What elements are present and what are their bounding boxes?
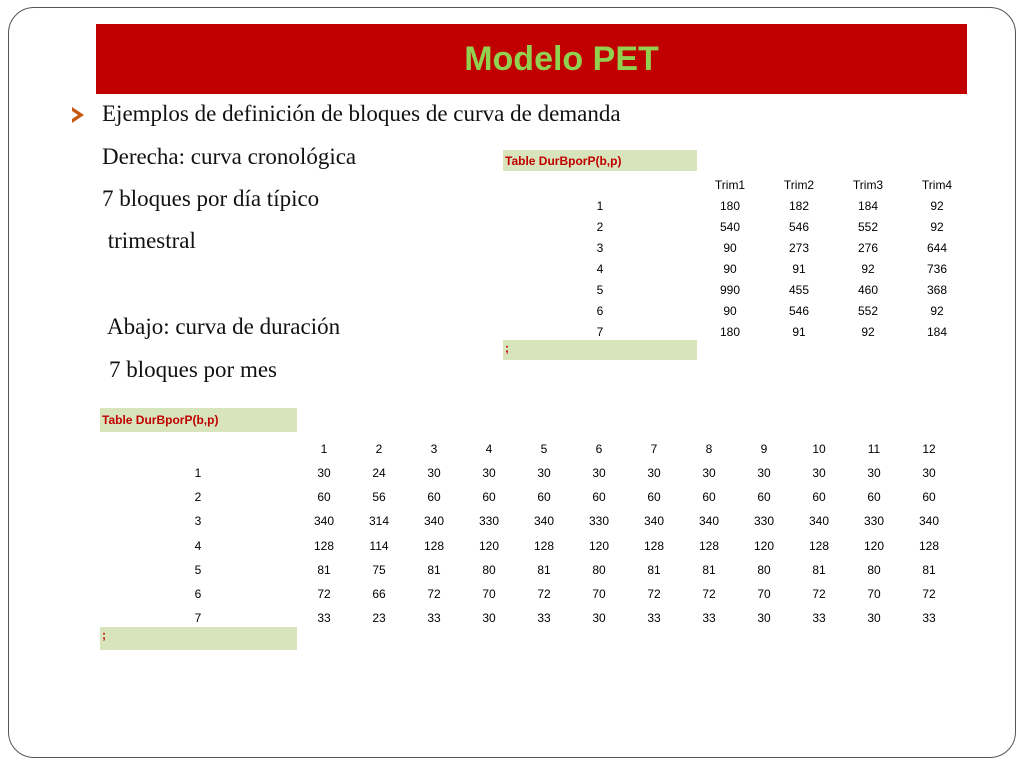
row-label: 1: [194, 466, 202, 480]
table-cell: 66: [372, 587, 386, 601]
row-label: 5: [194, 562, 202, 577]
table-bottom-title: Table DurBporP(b,p): [100, 408, 297, 432]
table-cell: 180: [719, 325, 741, 339]
table-cell: 314: [368, 514, 390, 529]
table-cell: 30: [647, 466, 661, 480]
table-cell: 552: [857, 304, 879, 318]
table-cell: 92: [930, 199, 944, 213]
table-cell: 120: [588, 538, 610, 553]
table-cell: 33: [427, 611, 441, 626]
table-cell: 30: [922, 466, 936, 480]
table-cell: 33: [317, 611, 331, 626]
table-cell: 90: [723, 304, 737, 318]
table-cell: 30: [812, 466, 826, 480]
row-label: 4: [194, 538, 202, 553]
table-cell: 24: [372, 466, 386, 480]
bullet-heading: Ejemplos de definición de bloques de curva de demanda: [102, 101, 621, 126]
text-below-line2: 7 bloques por mes: [109, 357, 278, 382]
table-cell: 330: [478, 514, 500, 529]
table-cell: 990: [719, 283, 741, 297]
table-cell: 91: [792, 262, 806, 276]
table-cell: 33: [537, 611, 551, 626]
table-cell: 128: [643, 538, 665, 553]
table-cell: 340: [918, 514, 940, 529]
column-header: Trim2: [783, 178, 815, 192]
row-label: 2: [194, 490, 202, 505]
table-bottom-end: ;: [100, 627, 297, 650]
table-cell: 81: [427, 562, 441, 577]
table-cell: 330: [588, 514, 610, 529]
row-label: 7: [596, 325, 604, 339]
table-cell: 33: [647, 611, 661, 626]
table-top-title: Table DurBporP(b,p): [503, 150, 697, 171]
table-cell: 273: [788, 241, 810, 255]
column-header: 10: [812, 442, 826, 456]
table-cell: 330: [753, 514, 775, 529]
table-cell: 60: [812, 490, 826, 505]
table-cell: 546: [788, 304, 810, 318]
table-cell: 180: [719, 199, 741, 213]
table-cell: 455: [788, 283, 810, 297]
column-header: 7: [650, 442, 658, 456]
table-cell: 70: [482, 587, 496, 601]
column-header: 8: [705, 442, 713, 456]
table-cell: 340: [313, 514, 335, 529]
title-bar: [96, 24, 967, 94]
table-cell: 92: [861, 262, 875, 276]
table-cell: 540: [719, 220, 741, 234]
table-cell: 90: [723, 262, 737, 276]
table-cell: 81: [812, 562, 826, 577]
row-label: 3: [194, 514, 202, 529]
table-cell: 80: [592, 562, 606, 577]
row-label: 1: [596, 199, 604, 213]
table-cell: 276: [857, 241, 879, 255]
column-header: Trim3: [852, 178, 884, 192]
table-cell: 60: [317, 490, 331, 505]
table-cell: 72: [702, 587, 716, 601]
table-cell: 72: [812, 587, 826, 601]
table-cell: 340: [533, 514, 555, 529]
table-cell: 60: [537, 490, 551, 505]
row-label: 6: [194, 587, 202, 601]
row-label: 7: [194, 611, 202, 626]
table-cell: 30: [757, 611, 771, 626]
table-cell: 80: [867, 562, 881, 577]
table-cell: 60: [867, 490, 881, 505]
table-cell: 70: [592, 587, 606, 601]
table-cell: 81: [647, 562, 661, 577]
table-top-end: ;: [503, 340, 697, 360]
table-cell: 30: [482, 466, 496, 480]
column-header: 2: [375, 442, 383, 456]
table-cell: 56: [372, 490, 386, 505]
table-cell: 81: [702, 562, 716, 577]
table-cell: 60: [427, 490, 441, 505]
table-cell: 340: [643, 514, 665, 529]
table-cell: 644: [926, 241, 948, 255]
table-cell: 128: [423, 538, 445, 553]
table-cell: 30: [427, 466, 441, 480]
text-right-line2: 7 bloques por día típico: [102, 186, 320, 211]
row-label: 5: [596, 283, 604, 297]
table-cell: 340: [698, 514, 720, 529]
table-cell: 33: [812, 611, 826, 626]
table-cell: 30: [592, 466, 606, 480]
column-header: Trim1: [714, 178, 746, 192]
table-cell: 120: [753, 538, 775, 553]
table-cell: 80: [757, 562, 771, 577]
column-header: 12: [922, 442, 936, 456]
table-cell: 340: [423, 514, 445, 529]
table-cell: 72: [537, 587, 551, 601]
column-header: 9: [760, 442, 768, 456]
table-cell: 30: [867, 611, 881, 626]
table-cell: 330: [863, 514, 885, 529]
table-cell: 128: [533, 538, 555, 553]
table-cell: 92: [930, 220, 944, 234]
table-cell: 30: [867, 466, 881, 480]
table-cell: 128: [808, 538, 830, 553]
row-label: 3: [596, 241, 604, 255]
table-cell: 90: [723, 241, 737, 255]
table-cell: 128: [918, 538, 940, 553]
table-cell: 128: [313, 538, 335, 553]
text-below-line1: Abajo: curva de duración: [107, 314, 341, 339]
table-cell: 30: [592, 611, 606, 626]
table-cell: 182: [788, 199, 810, 213]
slide-title: Modelo PET: [464, 39, 659, 78]
table-cell: 30: [317, 466, 331, 480]
table-cell: 120: [478, 538, 500, 553]
table-cell: 60: [482, 490, 496, 505]
table-cell: 30: [482, 611, 496, 626]
table-cell: 33: [922, 611, 936, 626]
table-cell: 81: [922, 562, 936, 577]
table-cell: 736: [926, 262, 948, 276]
table-cell: 23: [372, 611, 386, 626]
column-header: 1: [320, 442, 328, 456]
table-cell: 60: [647, 490, 661, 505]
table-cell: 340: [808, 514, 830, 529]
table-cell: 92: [861, 325, 875, 339]
table-cell: 128: [698, 538, 720, 553]
table-cell: 75: [372, 562, 386, 577]
table-cell: 91: [792, 325, 806, 339]
table-cell: 72: [922, 587, 936, 601]
table-cell: 184: [926, 325, 948, 339]
table-cell: 368: [926, 283, 948, 297]
text-right-line3: trimestral: [102, 228, 196, 253]
table-cell: 92: [930, 304, 944, 318]
table-cell: 60: [922, 490, 936, 505]
table-cell: 72: [647, 587, 661, 601]
column-header: 3: [430, 442, 438, 456]
table-cell: 72: [317, 587, 331, 601]
row-label: 2: [596, 220, 604, 234]
column-header: 5: [540, 442, 548, 456]
table-cell: 114: [369, 538, 389, 553]
table-cell: 120: [863, 538, 885, 553]
table-cell: 70: [867, 587, 881, 601]
bullet-arrow-icon: [72, 107, 84, 123]
column-header: 11: [867, 442, 881, 456]
table-cell: 80: [482, 562, 496, 577]
table-cell: 30: [757, 466, 771, 480]
column-header: Trim4: [921, 178, 953, 192]
text-right-line1: Derecha: curva cronológica: [102, 144, 357, 169]
table-cell: 72: [427, 587, 441, 601]
table-cell: 184: [857, 199, 879, 213]
column-header: 6: [595, 442, 603, 456]
table-cell: 60: [757, 490, 771, 505]
table-cell: 60: [592, 490, 606, 505]
table-cell: 30: [702, 466, 716, 480]
table-cell: 60: [702, 490, 716, 505]
table-cell: 81: [537, 562, 551, 577]
column-header: 4: [485, 442, 493, 456]
row-label: 6: [596, 304, 604, 318]
row-label: 4: [596, 262, 604, 276]
table-cell: 70: [757, 587, 771, 601]
table-cell: 33: [702, 611, 716, 626]
table-cell: 81: [317, 562, 331, 577]
table-cell: 546: [788, 220, 810, 234]
table-cell: 30: [537, 466, 551, 480]
table-cell: 552: [857, 220, 879, 234]
table-cell: 460: [857, 283, 879, 297]
